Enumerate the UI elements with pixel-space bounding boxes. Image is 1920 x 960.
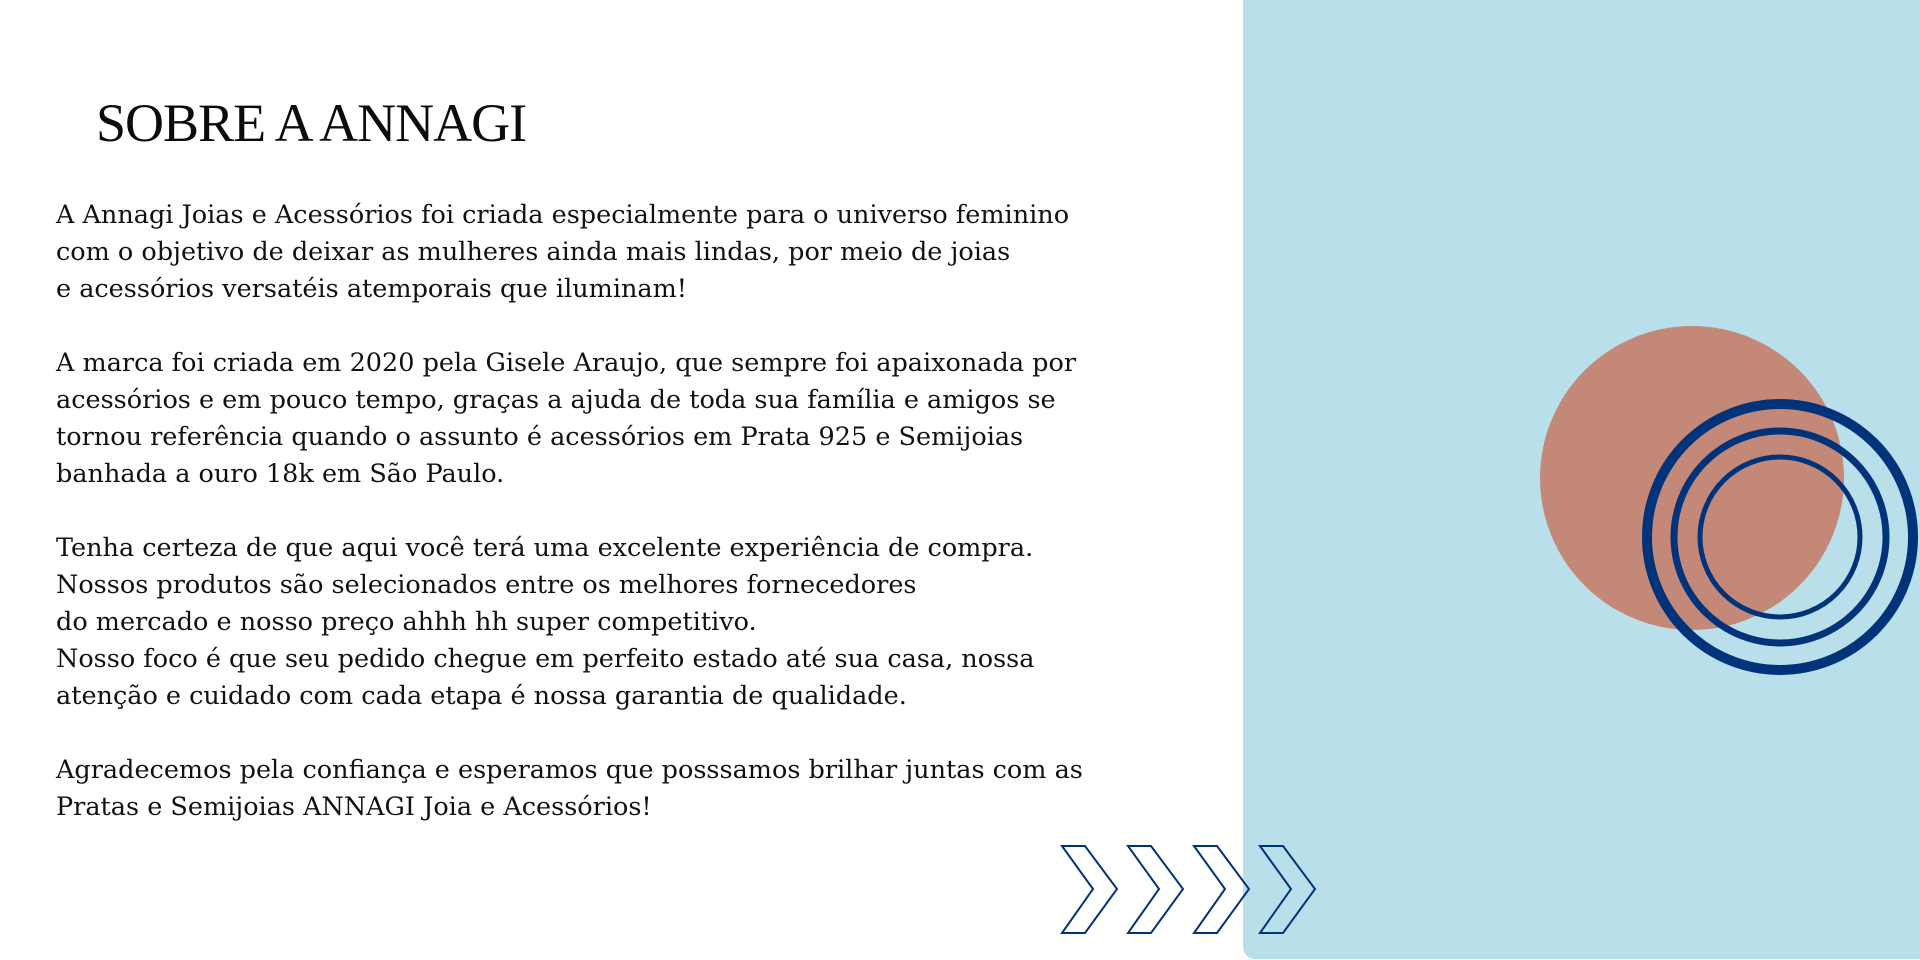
- text-line: A Annagi Joias e Acessórios foi criada especialmente para o universo feminino: [56, 200, 1070, 230]
- text-line: atenção e cuidado com cada etapa é nossa garantia de qualidade.: [56, 681, 907, 711]
- text-line: Nosso foco é que seu pedido chegue em perfeito estado até sua casa, nossa: [56, 644, 1035, 674]
- chevron-right-icon: [1194, 846, 1249, 933]
- text-line: e acessórios versatéis atemporais que iluminam!: [56, 274, 688, 304]
- chevron-row-decoration: [1055, 840, 1335, 940]
- text-line: Pratas e Semijoias ANNAGI Joia e Acessórios!: [56, 792, 652, 822]
- text-line: Nossos produtos são selecionados entre os melhores fornecedores: [56, 570, 917, 600]
- about-paragraph-experience: [56, 530, 1066, 715]
- text-line: com o objetivo de deixar as mulheres ainda mais lindas, por meio de joias: [56, 237, 1011, 267]
- about-body-text: [56, 197, 1083, 863]
- text-line: tornou referência quando o assunto é acessórios em Prata 925 e Semijoias: [56, 422, 1024, 452]
- text-line: Agradecemos pela confiança e esperamos que posssamos brilhar juntas com as: [56, 755, 1083, 785]
- chevron-right-icon: [1260, 846, 1315, 933]
- text-line: banhada a ouro 18k em São Paulo.: [56, 459, 505, 489]
- about-paragraph-history: [56, 345, 1077, 493]
- text-line: Tenha certeza de que aqui você terá uma excelente experiência de compra.: [56, 533, 1034, 563]
- about-paragraph-intro: [56, 197, 1070, 308]
- chevron-right-icon: [1062, 846, 1117, 933]
- page-title: SOBRE A ANNAGI: [96, 93, 527, 153]
- text-line: A marca foi criada em 2020 pela Gisele Araujo, que sempre foi apaixonada por: [56, 348, 1077, 378]
- circle-decoration: [1500, 310, 1920, 690]
- text-line: acessórios e em pouco tempo, graças a ajuda de toda sua família e amigos se: [56, 385, 1056, 415]
- about-paragraph-thanks: [56, 752, 1083, 826]
- text-line: do mercado e nosso preço ahhh hh super competitivo.: [56, 607, 757, 637]
- chevron-right-icon: [1128, 846, 1183, 933]
